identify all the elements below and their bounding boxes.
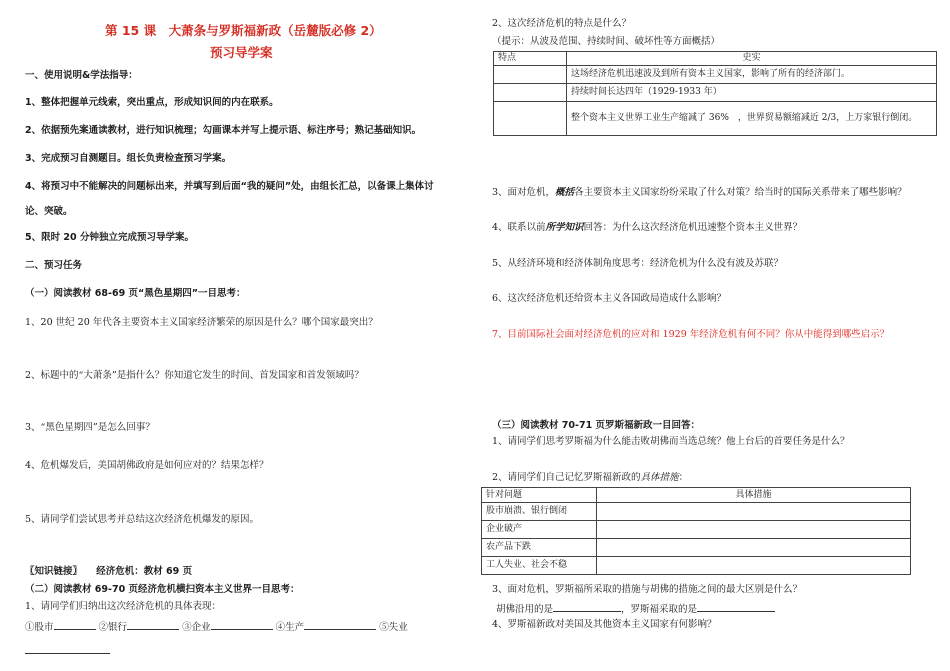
question-r4-post: 回答：为什么这次经济危机迅速整个资本主义世界？ [583,222,803,233]
table-cell: 股市崩溃、银行倒闭 [482,503,597,521]
fill-label-roosevelt: ，罗斯福采取的是 [621,604,698,615]
instruction-1: 1、整体把握单元线索，突出重点，形成知识间的内在联系。 [25,97,279,108]
question-5: 5、请同学们尝试思考并总结这次经济危机爆发的原因。 [25,514,260,525]
table-header: 具体措施 [597,488,911,503]
table-cell: 企业破产 [482,521,597,539]
fill-blank[interactable] [54,619,96,630]
fill-blank[interactable] [553,601,621,612]
question-r4-pre: 4、联系以前 [492,222,546,233]
section3-q3-fill [496,601,775,616]
table-cell: 工人失业、社会不稳 [482,557,597,575]
question-3: 3、“黑色星期四”是怎么回事？ [25,422,155,433]
instruction-2: 2、依据预先案通读教材，进行知识梳理；勾画课本并写上提示语、标注序号；熟记基础知识。 [25,125,422,136]
table-cell: 农产品下跌 [482,539,597,557]
fill-row-2 [25,643,110,658]
fill-blank[interactable] [697,601,775,612]
table-header: 特点 [494,52,567,66]
section3-question-2 [492,472,688,484]
fill-item-unemployment: ⑤失业 [379,622,408,633]
table-cell: 整个资本主义世界工业生产缩减了 36% ，世界贸易额缩减近 2/3，上万家银行倒闭。 [567,102,937,136]
question-r6: 6、这次经济危机还给资本主义各国政局造成什么影响？ [492,293,727,304]
question-r2: 2、这次经济危机的特点是什么？ [492,18,632,29]
section3-q2-pre: 2、请同学们自己记忆罗斯福新政的 [492,472,641,483]
section2-heading: （二）阅读教材 69-70 页经济危机横扫资本主义世界一目思考： [25,584,300,595]
section3-question-4: 4、罗斯福新政对美国及其他资本主义国家有何影响？ [492,619,717,630]
knowledge-link: 〖知识链接〗 经济危机：教材 69 页 [25,566,193,577]
measures-table [481,487,911,575]
task-heading: 二、预习任务 [25,260,83,271]
question-r3-pre: 3、面对危机， [492,187,556,198]
question-r3-post: 各主要资本主义国家纷纷采取了什么对策？给当时的国际关系带来了哪些影响？ [574,187,907,198]
table-cell: 持续时间长达四年（1929-1933 年） [567,84,937,102]
fill-label-hoover: 胡佛沿用的是 [496,604,554,615]
features-table [493,51,937,136]
instruction-4: 4、将预习中不能解决的问题标出来，并填写到后面“我的疑问”处，由组长汇总，以备课上集体讨 [25,181,434,192]
instructions-heading: 一、使用说明&学法指导： [25,70,138,81]
question-r2-hint: （提示：从波及范围、持续时间、破坏性等方面概括） [492,36,721,47]
table-cell: 这场经济危机迅速波及到所有资本主义国家，影响了所有的经济部门。 [567,66,937,84]
section3-q2-emphasis: 具体措施 [640,472,679,483]
question-2: 2、标题中的“大萧条”是指什么？你知道它发生的时间、首发国家和首发领域吗？ [25,370,364,381]
fill-item-stock: ①股市 [25,622,54,633]
instruction-5: 5、限时 20 分钟独立完成预习导学案。 [25,232,194,243]
question-r3 [492,187,907,199]
fill-row [25,619,408,634]
table-header: 史实 [567,52,937,66]
fill-blank[interactable] [304,619,376,630]
section3-q2-post: ： [678,472,689,483]
table-cell[interactable] [597,503,911,521]
question-r7: 7、目前国际社会面对经济危机的应对和 1929 年经济危机有何不同？你从中能得到哪些启示？ [492,329,890,340]
fill-item-bank: ②银行 [98,622,128,633]
question-r3-emphasis: 概括 [555,187,575,198]
section2-question-1: 1、请同学们归纳出这次经济危机的具体表现： [25,601,222,612]
instruction-3: 3、完成预习自测题目。组长负责检查预习学案。 [25,153,232,164]
question-r4 [492,222,802,234]
section3-question-1: 1、请同学们思考罗斯福为什么能击败胡佛而当选总统？他上台后的首要任务是什么？ [492,436,850,447]
page-subtitle: 预习导学案 [210,45,273,60]
table-cell[interactable] [597,539,911,557]
page-title: 第 15 课 大萧条与罗斯福新政（岳麓版必修 2） [105,23,382,38]
table-cell[interactable] [597,557,911,575]
fill-blank[interactable] [127,619,179,630]
fill-item-enterprise: ③企业 [182,622,211,633]
table-cell[interactable] [494,102,567,136]
table-cell[interactable] [494,66,567,84]
question-r5: 5、从经济环境和经济体制角度思考：经济危机为什么没有波及苏联？ [492,258,784,269]
section3-heading: （三）阅读教材 70-71 页罗斯福新政一目回答： [492,420,700,431]
table-cell[interactable] [597,521,911,539]
fill-blank[interactable] [25,643,110,654]
section1-heading: （一）阅读教材 68-69 页“黑色星期四”一目思考： [25,288,246,299]
table-header: 针对问题 [482,488,597,503]
fill-item-production: ④生产 [275,622,305,633]
question-r4-emphasis: 所学知识 [545,222,584,233]
question-1: 1、20 世纪 20 年代各主要资本主义国家经济繁荣的原因是什么？哪个国家最突出？ [25,317,378,328]
instruction-4-cont: 论、突破。 [25,206,73,217]
question-4: 4、危机爆发后，美国胡佛政府是如何应对的？结果怎样？ [25,460,269,471]
section3-question-3: 3、面对危机，罗斯福所采取的措施与胡佛的措施之间的最大区别是什么？ [492,584,803,595]
table-cell[interactable] [494,84,567,102]
fill-blank[interactable] [211,619,273,630]
